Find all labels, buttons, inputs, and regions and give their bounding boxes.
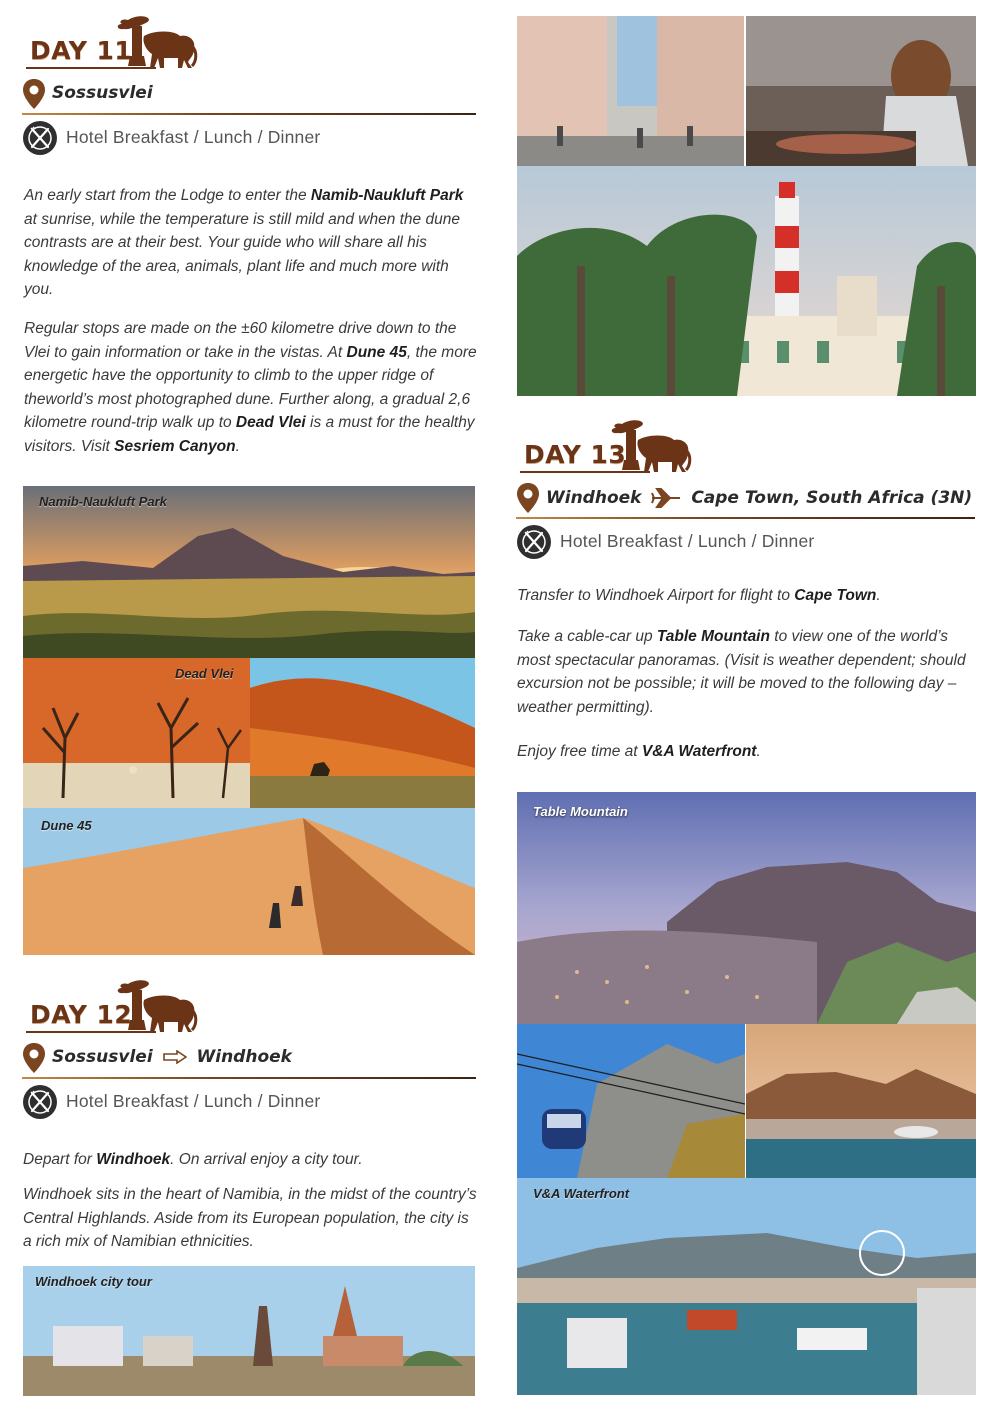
day13-paragraph-2 [517,625,977,719]
cutlery-icon [22,120,58,156]
day13-paragraph-1 [517,584,977,608]
highlight: V&A Waterfront [641,743,757,760]
text: An early start from the Lodge to enter the [24,187,311,204]
text: Depart for [23,1151,97,1168]
namib-naukluft-park-photo [23,486,475,658]
text: at sunrise, while the temperature is still mild and when the dune contrasts are at their best. Your guide who will share all his knowledge of the area, animals, plant life and much more with you. [24,210,460,298]
caption-windhoek-city-tour: Windhoek city tour [35,1274,152,1289]
day13-location [546,487,972,509]
highlight: Windhoek [96,1151,171,1168]
day13-title: DAY 13 [524,440,627,469]
va-waterfront-photo [517,1178,976,1395]
arrow-right-icon [163,1050,187,1064]
plane-icon [651,487,681,509]
text: Take a cable-car up [517,628,657,645]
location-pin-icon [516,482,540,514]
caption-va-waterfront: V&A Waterfront [533,1186,630,1201]
day11-paragraph-2 [24,317,478,458]
swakopmund-lighthouse-photo [517,166,976,396]
day11-paragraph-1 [24,184,478,302]
text: to view one of the world’s most spectacular panoramas. (Visit is weather dependent; should excursion not be possible; it will be moved to the following day – weather permitting). [517,628,966,716]
caption-dead-vlei: Dead Vlei [175,666,234,681]
cape-town-harbour-photo [746,1024,976,1178]
windhoek-street-photo [517,16,744,166]
highlight: Dead Vlei [235,414,306,431]
text: . On arrival enjoy a city tour. [170,1151,363,1168]
day12-meals: Hotel Breakfast / Lunch / Dinner [66,1091,321,1111]
day12-meals-row [22,1084,476,1124]
elephant-baobab-icon [602,416,692,476]
dead-vlei-photo [23,658,250,808]
caption-dune-45: Dune 45 [41,818,92,833]
text: , the more energetic have the opportunity to climb to the upper ridge of theworld’s most photographed dune. Further along, a gradual 2,6 kilometre round-trip walk up to [24,343,477,431]
divider [22,113,476,115]
day13-location-row [516,482,975,516]
text: . [876,587,881,604]
cutlery-icon [516,524,552,560]
divider [22,1077,476,1079]
text: . [756,743,761,760]
day13-location-to: Cape Town, South Africa (3N) [691,488,973,508]
dune-45-photo [23,808,475,955]
day13-meals-row [516,524,970,564]
text: Enjoy free time at [517,743,642,760]
day12-paragraph-1 [23,1148,477,1172]
caption-table-mountain: Table Mountain [533,804,628,819]
location-pin-icon [22,78,46,110]
street-braai-photo [746,16,976,166]
highlight: Sesriem Canyon [114,437,236,455]
day12-paragraph-2: Windhoek sits in the heart of Namibia, in the midst of the country’s Central Highlands. Aside from its European population, the city is a rich mix of Namibian ethnicities. [23,1186,477,1250]
table-mountain-photo [517,792,976,1024]
day11-location-row [22,78,476,112]
day13-meals: Hotel Breakfast / Lunch / Dinner [560,531,815,551]
cable-car-photo [517,1024,745,1178]
cutlery-icon [22,1084,58,1120]
day13-location-from: Windhoek [546,488,642,508]
highlight: Dune 45 [346,343,407,361]
day11-meals-row [22,120,476,160]
dune-oryx-photo [250,658,475,808]
day13-paragraph-3 [517,740,977,764]
text: Regular stops are made on the ±60 kilometre drive down to the Vlei to gain information or take in the vistas. At [24,320,457,361]
windhoek-city-tour-photo [23,1266,475,1396]
day11-title: DAY 11 [30,36,133,65]
day12-location [52,1047,292,1067]
day12-location-row [22,1042,476,1076]
divider [516,517,975,519]
day12-location-from: Sossusvlei [52,1047,153,1067]
elephant-baobab-icon [108,976,198,1036]
day12-location-to: Windhoek [196,1047,292,1067]
text: . [235,437,240,455]
text: is a must for the healthy visitors. Visit [24,414,475,455]
location-pin-icon [22,1042,46,1074]
text: Transfer to Windhoek Airport for flight to [517,587,795,604]
caption-namib-naukluft-park: Namib-Naukluft Park [39,494,167,509]
highlight: Namib-Naukluft Park [310,187,464,204]
day11-location: Sossusvlei [52,83,153,103]
elephant-baobab-icon [108,12,198,72]
highlight: Cape Town [794,587,877,604]
highlight: Table Mountain [656,628,770,645]
day12-title: DAY 12 [30,1000,133,1029]
day11-meals: Hotel Breakfast / Lunch / Dinner [66,127,321,147]
